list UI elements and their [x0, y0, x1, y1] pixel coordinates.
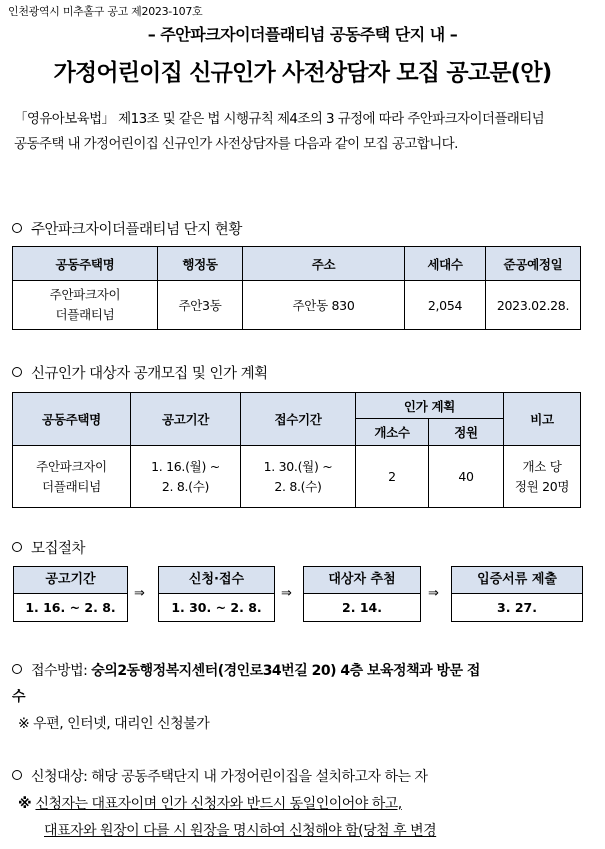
applicant-note-line-2: 대표자와 원장이 다를 시 원장을 명시하여 신청해야 함(당첨 후 변경: [44, 823, 437, 839]
applicant-eligibility: [12, 766, 428, 786]
reception-method-value-continued: 수: [12, 689, 26, 705]
step-date: 2. 14.: [342, 600, 382, 615]
table-cell-address: 주안동 830: [243, 281, 405, 330]
header-cell: 비고: [504, 393, 581, 446]
recruitment-plan-table: [12, 392, 581, 508]
header-cell: 공동주택명: [13, 247, 158, 281]
notice-number: 인천광역시 미추홀구 공고 제2023-107호: [8, 5, 203, 18]
cell-line: 2. 8.(수): [161, 478, 210, 494]
procedure-step-lottery: [303, 566, 421, 622]
header-cell: 인가 계획: [356, 393, 504, 419]
table-cell-remarks: [504, 446, 581, 508]
document-title: 가정어린이집 신규인가 사전상담자 모집 공고문(안): [53, 60, 552, 86]
header-cell: 행정동: [158, 247, 243, 281]
section-heading-procedure: [12, 537, 85, 558]
step-label: 입증서류 제출: [452, 567, 582, 594]
circle-bullet-icon: [12, 367, 22, 377]
intro-paragraph: 「영유아보육법」 제13조 및 같은 법 시행규칙 제4조의 3 규정에 따라 주안파크자이더플래티넘 공동주택 내 가정어린이집 신규인가 사전상담자를 다음과 같이 모집 공고합니다.: [14, 111, 545, 152]
table-cell-notice-period: [131, 446, 241, 508]
header-cell: 접수기간: [241, 393, 356, 446]
note-mark: ※: [18, 796, 36, 812]
step-date: 1. 30. ~ 2. 8.: [171, 600, 262, 615]
procedure-step-application: [158, 566, 275, 622]
cell-line: 더플래티넘: [55, 307, 115, 322]
arrow-right-icon: ⇒: [428, 586, 439, 601]
header-cell: 개소수: [356, 419, 429, 446]
section-heading-complex-status: [12, 218, 242, 239]
header-cell: 세대수: [405, 247, 486, 281]
header-cell: 공고기간: [131, 393, 241, 446]
section-heading-recruitment-plan: [12, 362, 268, 383]
complex-status-table: [12, 246, 581, 330]
reception-method: [12, 660, 480, 680]
step-label: 대상자 추첨: [304, 567, 420, 594]
section-heading-text: 신규인가 대상자 공개모집 및 인가 계획: [31, 366, 268, 382]
circle-bullet-icon: [12, 223, 22, 233]
header-cell: 준공예정일: [486, 247, 581, 281]
table-cell-name: [13, 281, 158, 330]
procedure-step-notice: [13, 566, 128, 622]
header-cell: 정원: [429, 419, 504, 446]
cell-line: 더플래티넘: [42, 478, 101, 494]
table-cell-households: 2,054: [405, 281, 486, 330]
table-cell-completion: 2023.02.28.: [486, 281, 581, 330]
table-cell-name: [13, 446, 131, 508]
arrow-right-icon: ⇒: [281, 586, 292, 601]
header-cell: 공동주택명: [13, 393, 131, 446]
applicant-note-line: 신청자는 대표자이며 인가 신청자와 반드시 동일인이어야 하고,: [35, 796, 402, 812]
header-cell: 주소: [243, 247, 405, 281]
step-label: 신청·접수: [159, 567, 274, 594]
step-label: 공고기간: [14, 567, 127, 594]
cell-line: 1. 16.(월) ~: [151, 458, 220, 474]
step-date: 1. 16. ~ 2. 8.: [25, 600, 116, 615]
procedure-step-documents: [451, 566, 583, 622]
reception-method-note: ※ 우편, 인터넷, 대리인 신청불가: [18, 716, 210, 732]
table-cell-capacity: 40: [429, 446, 504, 508]
applicant-note: [18, 793, 402, 813]
applicant-eligibility-value: 해당 공동주택단지 내 가정어린이집을 설치하고자 하는 자: [91, 769, 428, 785]
cell-line: 주안파크자이: [49, 287, 121, 302]
table-cell-reception-period: [241, 446, 356, 508]
table-cell-dong: 주안3동: [158, 281, 243, 330]
applicant-eligibility-label: 신청대상:: [31, 769, 92, 785]
circle-bullet-icon: [12, 770, 22, 780]
document-subtitle: – 주안파크자이더플래티넘 공동주택 단지 내 –: [147, 25, 458, 44]
arrow-right-icon: ⇒: [134, 586, 145, 601]
cell-line: 2. 8.(수): [274, 478, 322, 494]
table-cell-count: 2: [356, 446, 429, 508]
cell-line: 1. 30.(월) ~: [263, 458, 333, 474]
cell-line: 정원 20명: [514, 478, 570, 494]
reception-method-label: 접수방법:: [31, 663, 92, 679]
section-heading-text: 주안파크자이더플래티넘 단지 현황: [31, 222, 242, 238]
reception-method-value: 숭의2동행정복지센터(경인로34번길 20) 4층 보육정책과 방문 접: [91, 663, 480, 679]
section-heading-text: 모집절차: [31, 541, 86, 557]
step-date: 3. 27.: [497, 600, 537, 615]
circle-bullet-icon: [12, 542, 22, 552]
cell-line: 주안파크자이: [36, 458, 107, 474]
cell-line: 개소 당: [522, 458, 562, 474]
circle-bullet-icon: [12, 664, 22, 674]
